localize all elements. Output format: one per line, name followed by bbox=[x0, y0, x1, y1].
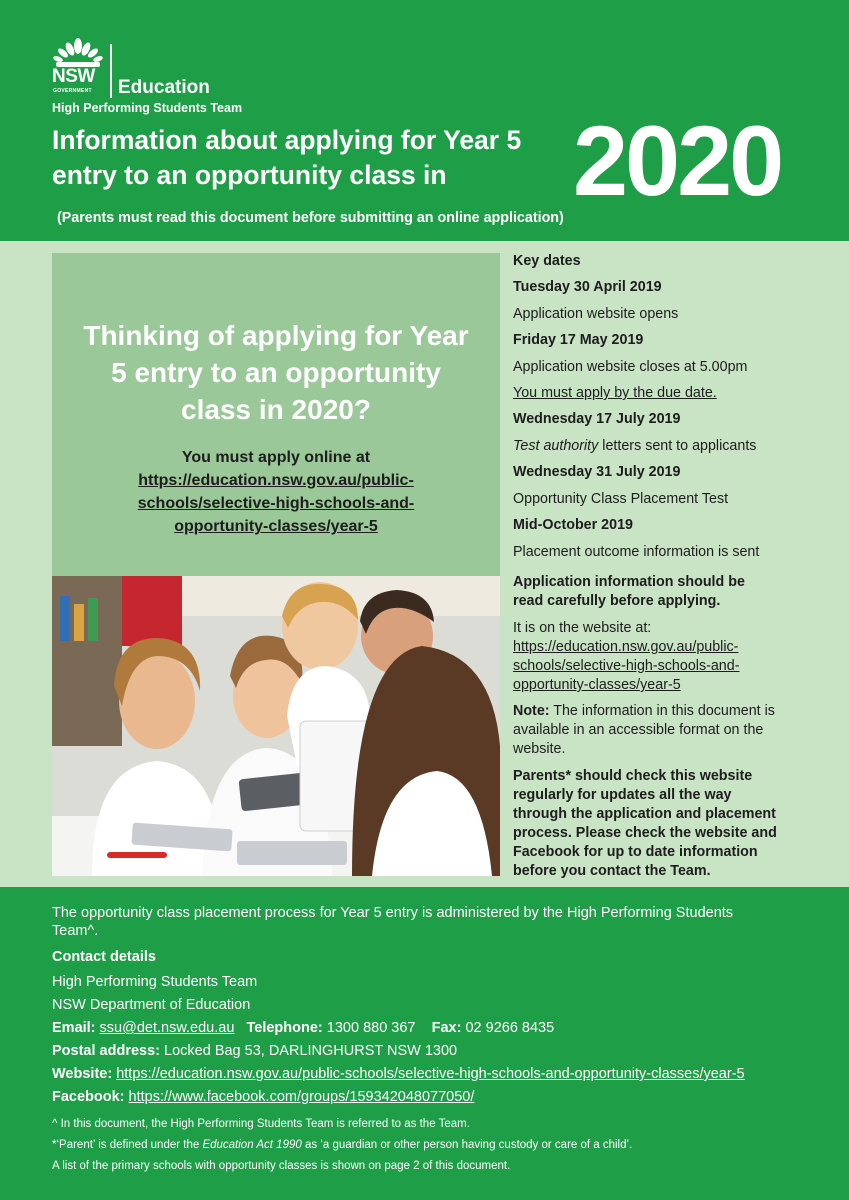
key-date-3-italic: Test authority bbox=[513, 438, 599, 454]
promo-heading-line-2: 5 entry to an opportunity bbox=[111, 357, 441, 388]
key-date-1-desc: Application website opens bbox=[513, 306, 679, 322]
website-link-line-1[interactable]: https://education.nsw.gov.au/public- bbox=[513, 639, 739, 655]
footnote-team: ^ In this document, the High Performing Students Team is referred to as the Team. bbox=[52, 1118, 470, 1130]
phone-value: 1300 880 367 bbox=[326, 1020, 416, 1036]
footnote-parent-pre: *‘Parent’ is defined under the bbox=[52, 1139, 203, 1151]
key-date-4-desc: Opportunity Class Placement Test bbox=[513, 491, 729, 507]
parents-line-3: through the application and placement bbox=[513, 806, 776, 822]
logo-nsw-text: NSW bbox=[52, 66, 95, 87]
promo-heading-line-1: Thinking of applying for Year bbox=[83, 320, 469, 351]
apply-online-text: You must apply online at bbox=[181, 449, 371, 466]
read-carefully-line-1: Application information should be bbox=[513, 574, 745, 590]
org-name-2: NSW Department of Education bbox=[52, 997, 251, 1013]
key-date-2: Friday 17 May 2019 bbox=[513, 332, 644, 348]
org-name-1: High Performing Students Team bbox=[52, 974, 258, 990]
apply-link-line-3[interactable]: opportunity-classes/year-5 bbox=[174, 518, 378, 535]
key-date-5: Mid-October 2019 bbox=[513, 517, 633, 533]
team-name: High Performing Students Team bbox=[52, 101, 243, 115]
header-banner bbox=[0, 0, 849, 241]
waratah-icon bbox=[52, 38, 104, 68]
facebook-line bbox=[52, 1087, 474, 1107]
postal-value: Locked Bag 53, DARLINGHURST NSW 1300 bbox=[164, 1043, 458, 1059]
fax-label: Fax: bbox=[431, 1020, 462, 1036]
footnote-parent-post: as ‘a guardian or other person having custody or care of a child’. bbox=[301, 1139, 633, 1151]
title-line-1: Information about applying for Year 5 bbox=[52, 125, 522, 155]
promo-heading bbox=[58, 317, 494, 428]
parents-line-4: process. Please check the website and bbox=[513, 825, 777, 841]
key-date-1: Tuesday 30 April 2019 bbox=[513, 279, 662, 295]
footnote-parent bbox=[52, 1135, 632, 1155]
website-info bbox=[513, 619, 805, 695]
promo-heading-line-3: class in 2020? bbox=[181, 394, 371, 425]
year-heading: 2020 bbox=[573, 105, 782, 216]
website-intro: It is on the website at: bbox=[513, 620, 652, 636]
apply-online-link[interactable] bbox=[102, 469, 450, 538]
page-title bbox=[52, 123, 592, 193]
footer-intro-line-2: Team^. bbox=[52, 923, 99, 939]
logo-education-text: Education bbox=[118, 77, 210, 98]
parents-notice bbox=[513, 767, 805, 881]
postal-label: Postal address: bbox=[52, 1043, 160, 1059]
logo-government-text: GOVERNMENT bbox=[53, 88, 92, 94]
postal-line bbox=[52, 1041, 457, 1061]
email-link[interactable]: ssu@det.nsw.edu.au bbox=[99, 1020, 235, 1036]
contact-line bbox=[52, 1018, 554, 1038]
students-illustration bbox=[52, 576, 500, 876]
parents-line-1: Parents* should check this website bbox=[513, 768, 753, 784]
key-date-3-desc bbox=[513, 436, 756, 456]
website-line bbox=[52, 1064, 745, 1084]
key-date-5-desc: Placement outcome information is sent bbox=[513, 544, 760, 560]
key-date-3: Wednesday 17 July 2019 bbox=[513, 411, 681, 427]
parents-line-6: before you contact the Team. bbox=[513, 863, 711, 879]
read-carefully-line-2: read carefully before applying. bbox=[513, 593, 721, 609]
apply-link-line-2[interactable]: schools/selective-high-schools-and- bbox=[137, 495, 415, 512]
email-label: Email: bbox=[52, 1020, 96, 1036]
footer-intro-line-1: The opportunity class placement process for Year 5 entry is administered by the High Performing Students bbox=[52, 905, 734, 921]
contact-title: Contact details bbox=[52, 949, 156, 965]
website-label: Website: bbox=[52, 1066, 113, 1082]
page-subtitle: (Parents must read this document before submitting an online application) bbox=[57, 210, 564, 226]
fax-value: 02 9266 8435 bbox=[465, 1020, 555, 1036]
title-line-2: entry to an opportunity class in bbox=[52, 160, 447, 190]
website-link-line-3[interactable]: opportunity-classes/year-5 bbox=[513, 677, 681, 693]
note-text-2: available in an accessible format on the bbox=[513, 722, 764, 738]
parents-line-5: Facebook for up to date information bbox=[513, 844, 758, 860]
footer-contact bbox=[0, 887, 849, 1200]
footnote-schools-list: A list of the primary schools with opportunity classes is shown on page 2 of this document. bbox=[52, 1160, 511, 1172]
website-link[interactable]: https://education.nsw.gov.au/public-schools/selective-high-schools-and-opportunity-classes/year-5 bbox=[116, 1066, 745, 1082]
note-label: Note: bbox=[513, 703, 550, 719]
key-date-3-desc-text: letters sent to applicants bbox=[598, 438, 757, 454]
phone-label: Telephone: bbox=[246, 1020, 323, 1036]
key-date-2-note: You must apply by the due date. bbox=[513, 385, 717, 401]
note-text-3: website. bbox=[513, 741, 566, 757]
key-dates-title: Key dates bbox=[513, 253, 581, 269]
accessibility-note bbox=[513, 702, 805, 759]
key-date-4: Wednesday 31 July 2019 bbox=[513, 464, 681, 480]
students-photo bbox=[52, 576, 500, 876]
apply-link-line-1[interactable]: https://education.nsw.gov.au/public- bbox=[138, 472, 414, 489]
footnote-parent-act: Education Act 1990 bbox=[202, 1139, 302, 1151]
facebook-label: Facebook: bbox=[52, 1089, 125, 1105]
parents-line-2: regularly for updates all the way bbox=[513, 787, 732, 803]
note-text-1: The information in this document is bbox=[549, 703, 775, 719]
logo-divider bbox=[110, 44, 112, 98]
facebook-link[interactable]: https://www.facebook.com/groups/159342048077050/ bbox=[128, 1089, 475, 1105]
promo-panel bbox=[52, 253, 500, 576]
key-date-2-desc: Application website closes at 5.00pm bbox=[513, 359, 748, 375]
read-carefully-notice bbox=[513, 573, 805, 611]
website-link-line-2[interactable]: schools/selective-high-schools-and- bbox=[513, 658, 740, 674]
